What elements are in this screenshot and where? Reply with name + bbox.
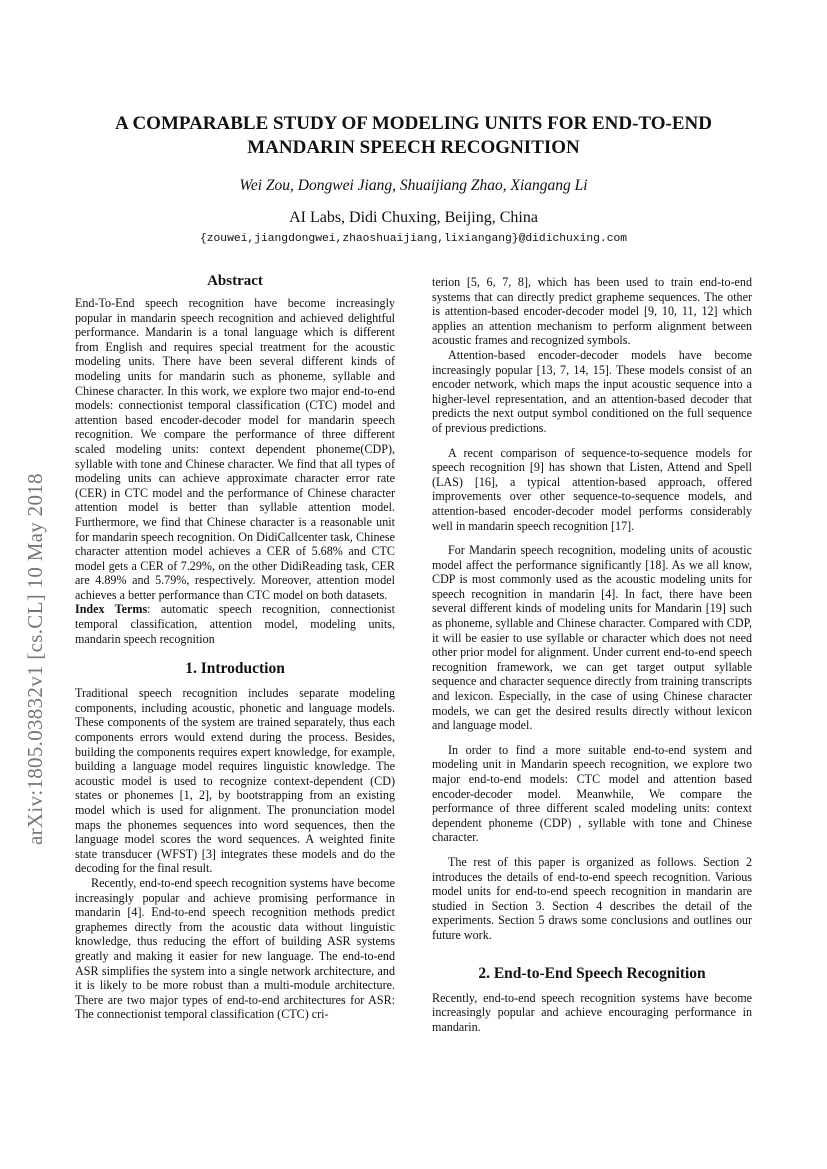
title-line-2: MANDARIN SPEECH RECOGNITION <box>247 137 580 158</box>
left-column <box>75 272 395 1022</box>
intro-paragraph-4: A recent comparison of sequence-to-sequence models for speech recognition [9] has shown that Listen, Attend and Spell (LAS) [16], a typical attention-based approach, offered improvements over other sequence-to-sequence models, and attention-based encoder-decoder model performs considerably well in mandarin speech recognition [17]. <box>432 445 752 533</box>
right-column <box>432 275 752 1034</box>
intro-paragraph-7: The rest of this paper is organized as follows. Section 2 introduces the details of end-to-end speech recognition. Various model units for end-to-end speech recognition in mandarin are studied in Section 3. Section 4 describes the detail of the experiments. Section 5 draws some conclusions and outlines our future work. <box>432 854 752 942</box>
abstract-heading: Abstract <box>207 273 263 289</box>
arxiv-sidebar-stamp: arXiv:1805.03832v1 [cs.CL] 10 May 2018 <box>23 473 47 845</box>
section-2-paragraph-1: Recently, end-to-end speech recognition systems have become increasingly popular and achieve encouraging performance in mandarin. <box>432 990 752 1034</box>
intro-paragraph-5: For Mandarin speech recognition, modeling units of acoustic model affect the performance significantly [18]. As we all know, CDP is most commonly used as the acoustic modeling units for speech recognition in mandarin [4]. In fact, there have been several different kinds of modeling units for Mandarin [19] such as phoneme, syllable and Chinese character. Compared with CDP, it will be easier to use syllable or character which does not need other prior model for alignment. Under current end-to-end speech recognition framework, we can get target output syllable sequence and character sequence directly from training transcripts and lexicon. Especially, in the case of using Chinese character models, we can get the desired results directly without lexicon and language model. <box>432 543 753 733</box>
title-line-1: A COMPARABLE STUDY OF MODELING UNITS FOR END-TO-END <box>115 113 712 134</box>
paper-title <box>60 112 767 160</box>
introduction-heading: 1. Introduction <box>185 660 285 678</box>
intro-paragraph-1: Traditional speech recognition includes separate modeling components, including acoustic, phonetic and language models. These components of the system are trained separately, thus each components errors would extend during the process. Besides, building the components requires expert knowledge, for example, building a language model requires linguistic knowledge. The acoustic model is used to recognize context-dependent (CD) states or phonemes [1, 2], by bootstrapping from an existing model which is used for alignment. The pronunciation model maps the phonemes sequences into word sequences, then the language model scores the word sequences. A weighted finite state transducer (WFST) [3] integrates these models and do the decoding for the final result. <box>75 686 395 876</box>
intro-paragraph-2-continued: terion [5, 6, 7, 8], which has been used to train end-to-end systems that can directly predict grapheme sequences. The other is attention-based encoder-decoder model [9, 10, 11, 12] which applies an attention mechanism to perform alignment between acoustic frames and recognized symbols. <box>432 275 752 348</box>
intro-paragraph-2: Recently, end-to-end speech recognition systems have become increasingly popular and achieve promising performance in mandarin [4]. End-to-end speech recognition methods predict graphemes directly from the acoustic data without linguistic knowledge, thus reducing the effort of building ASR systems greatly and making it easier for new language. The end-to-end ASR simplifies the system into a single network architecture, and it is likely to be more robust than a multi-module architecture. There are two major types of end-to-end architectures for ASR: The connectionist temporal classification (CTC) cri- <box>75 875 395 1022</box>
affiliation: AI Labs, Didi Chuxing, Beijing, China <box>289 209 538 226</box>
authors: Wei Zou, Dongwei Jiang, Shuaijiang Zhao, Xiangang Li <box>239 177 588 194</box>
intro-paragraph-6: In order to find a more suitable end-to-end system and modeling unit in Mandarin speech recognition, we explore two major end-to-end models: CTC model and attention based encoder-decoder model. Meanwhile, We compare the performance of three different scaled modeling units: context dependent phoneme (CDP) , syllable with tone and Chinese character. <box>432 742 752 845</box>
section-2-heading: 2. End-to-End Speech Recognition <box>478 964 706 982</box>
index-terms-text: : automatic speech recognition, connectionist temporal classification, attention model, modeling units, mandarin speech recognition <box>75 602 395 646</box>
intro-paragraph-3: Attention-based encoder-decoder models have become increasingly popular [13, 7, 14, 15]. These models consist of an encoder network, which maps the input acoustic sequence into a higher-level representation, and an attention-based decoder that predicts the next output symbol conditioned on the full sequence of previous predictions. <box>432 347 752 435</box>
index-terms-label: Index Terms <box>75 602 148 617</box>
author-emails: {zouwei,jiangdongwei,zhaoshuaijiang,lixiangang}@didichuxing.com <box>199 233 628 245</box>
index-terms <box>75 602 395 646</box>
abstract-text: End-To-End speech recognition have become increasingly popular in mandarin speech recognition and achieved delightful performance. Mandarin is a tonal language which is different from English and requires special treatment for the acoustic modeling units. There have been several different kinds of modeling units for mandarin such as phoneme, syllable and Chinese character. In this work, we explore two major end-to-end models: connectionist temporal classification (CTC) model and attention based encoder-decoder model for mandarin speech recognition. We compare the performance of three different scaled modeling units: context dependent phoneme(CDP), syllable with tone and Chinese character. We find that all types of modeling units can achieve approximate character error rate (CER) in CTC model and the performance of Chinese character attention model is better than syllable attention model. Furthermore, we find that Chinese character is a reasonable unit for mandarin speech recognition. On DidiCallcenter task, Chinese character attention model achieves a CER of 5.68% and CTC model gets a CER of 7.29%, on the other DidiReading task, CER are 4.89% and 5.79%, respectively. Moreover, attention model achieves a better performance than CTC model on both datasets. <box>75 296 395 602</box>
